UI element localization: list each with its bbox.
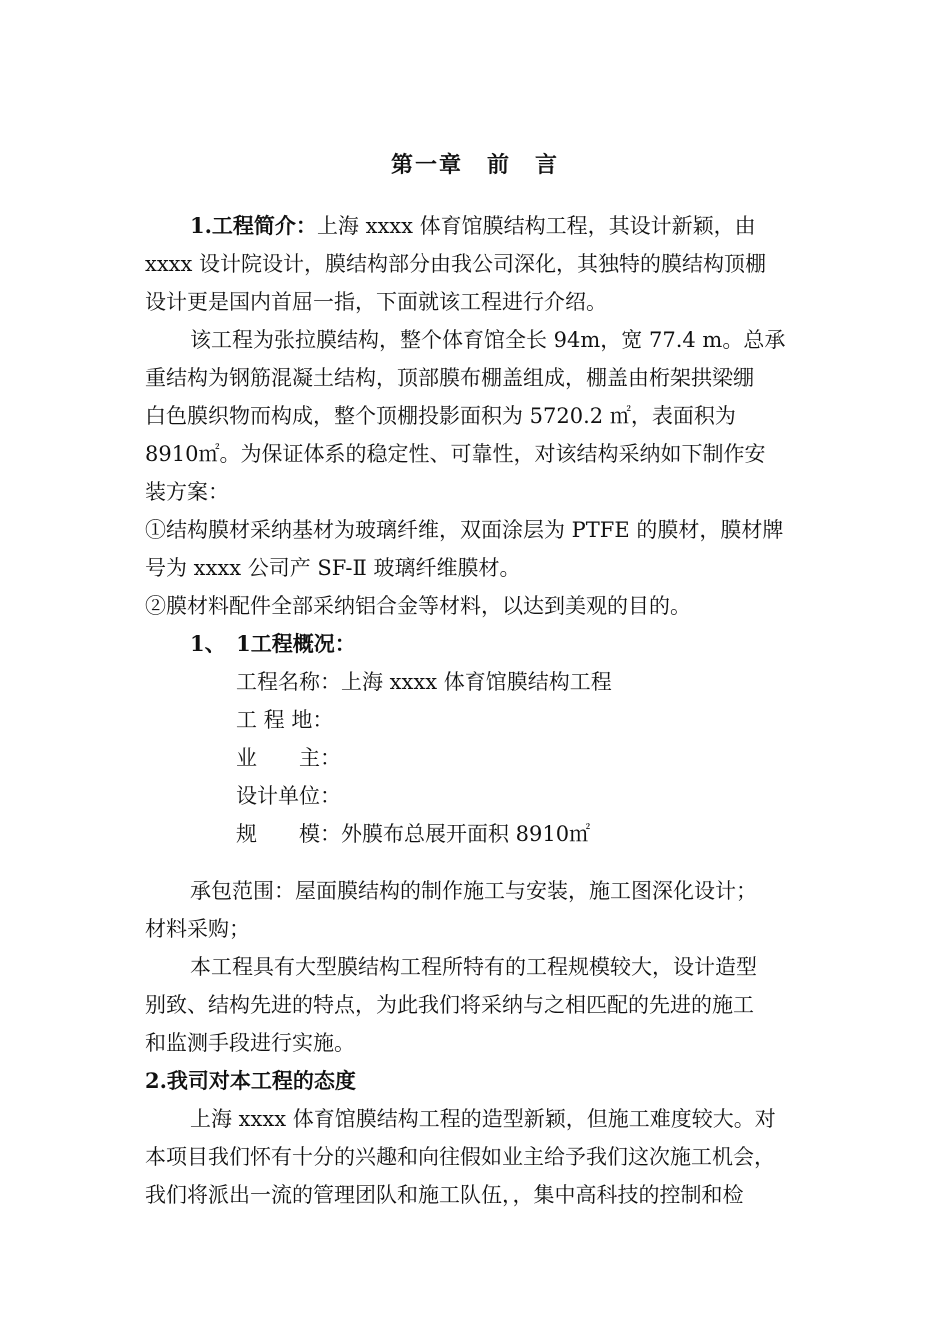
section1-p2-line5: 装方案： bbox=[145, 480, 229, 504]
section2-line2: 本项目我们怀有十分的兴趣和向往假如业主给予我们这次施工机会， bbox=[145, 1145, 775, 1169]
overview-heading: 1、 1工程概况： bbox=[190, 631, 356, 656]
section1-first-line bbox=[190, 207, 756, 245]
scale-value: 外膜布总展开面积 8910㎡ bbox=[341, 822, 591, 846]
feature-line2: 别致、结构先进的特点，为此我们将采纳与之相匹配的先进的施工 bbox=[145, 993, 754, 1017]
project-name-row bbox=[236, 663, 612, 701]
section1-p2-line1: 该工程为张拉膜结构，整个体育馆全长 94m，宽 77.4 m。总承 bbox=[190, 328, 786, 352]
project-name-label: 工程名称： bbox=[236, 670, 341, 694]
project-name-value: 上海 xxxx 体育馆膜结构工程 bbox=[341, 670, 612, 694]
project-site-row bbox=[236, 701, 333, 739]
project-site-label: 工 程 地： bbox=[236, 708, 334, 732]
list-item-2: ②膜材料配件全部采纳铝合金等材料，以达到美观的目的。 bbox=[145, 594, 691, 618]
section1-p1-line3: 设计更是国内首屈一指，下面就该工程进行介绍。 bbox=[145, 290, 607, 314]
scale-row bbox=[236, 815, 590, 853]
list-item-1-line2: 号为 xxxx 公司产 SF-Ⅱ 玻璃纤维膜材。 bbox=[145, 556, 521, 580]
scale-label: 规 模： bbox=[236, 822, 341, 846]
owner-row bbox=[236, 739, 341, 777]
chapter-title: 第一章 前 言 bbox=[390, 152, 559, 178]
list-item-1-line1: ①结构膜材采纳基材为玻璃纤维，双面涂层为 PTFE 的膜材，膜材牌 bbox=[145, 518, 784, 542]
section1-p2-line3: 白色膜织物而构成，整个顶棚投影面积为 5720.2 ㎡，表面积为 bbox=[145, 404, 736, 428]
section1-p1-line1: 上海 xxxx 体育馆膜结构工程，其设计新颖，由 bbox=[316, 214, 756, 238]
section1-p2-line2: 重结构为钢筋混凝土结构，顶部膜布棚盖组成，棚盖由桁架拱梁绷 bbox=[145, 366, 754, 390]
scope-line1: 承包范围：屋面膜结构的制作施工与安装，施工图深化设计； bbox=[190, 879, 757, 903]
feature-line1: 本工程具有大型膜结构工程所特有的工程规模较大，设计造型 bbox=[190, 955, 757, 979]
section2-line3: 我们将派出一流的管理团队和施工队伍，，集中高科技的控制和检 bbox=[145, 1183, 744, 1207]
designer-label: 设计单位： bbox=[236, 784, 341, 808]
designer-row bbox=[236, 777, 341, 815]
scope-line2: 材料采购； bbox=[145, 917, 250, 941]
section1-heading: 1.工程简介： bbox=[190, 213, 317, 238]
section1-p1-line2: xxxx 设计院设计，膜结构部分由我公司深化，其独特的膜结构顶棚 bbox=[145, 252, 767, 276]
feature-line3: 和监测手段进行实施。 bbox=[145, 1031, 355, 1055]
section2-line1: 上海 xxxx 体育馆膜结构工程的造型新颖，但施工难度较大。对 bbox=[190, 1107, 776, 1131]
section2-heading: 2.我司对本工程的态度 bbox=[145, 1068, 356, 1093]
owner-label: 业 主： bbox=[236, 746, 341, 770]
section1-p2-line4: 8910㎡。为保证体系的稳定性、可靠性，对该结构采纳如下制作安 bbox=[145, 442, 766, 466]
